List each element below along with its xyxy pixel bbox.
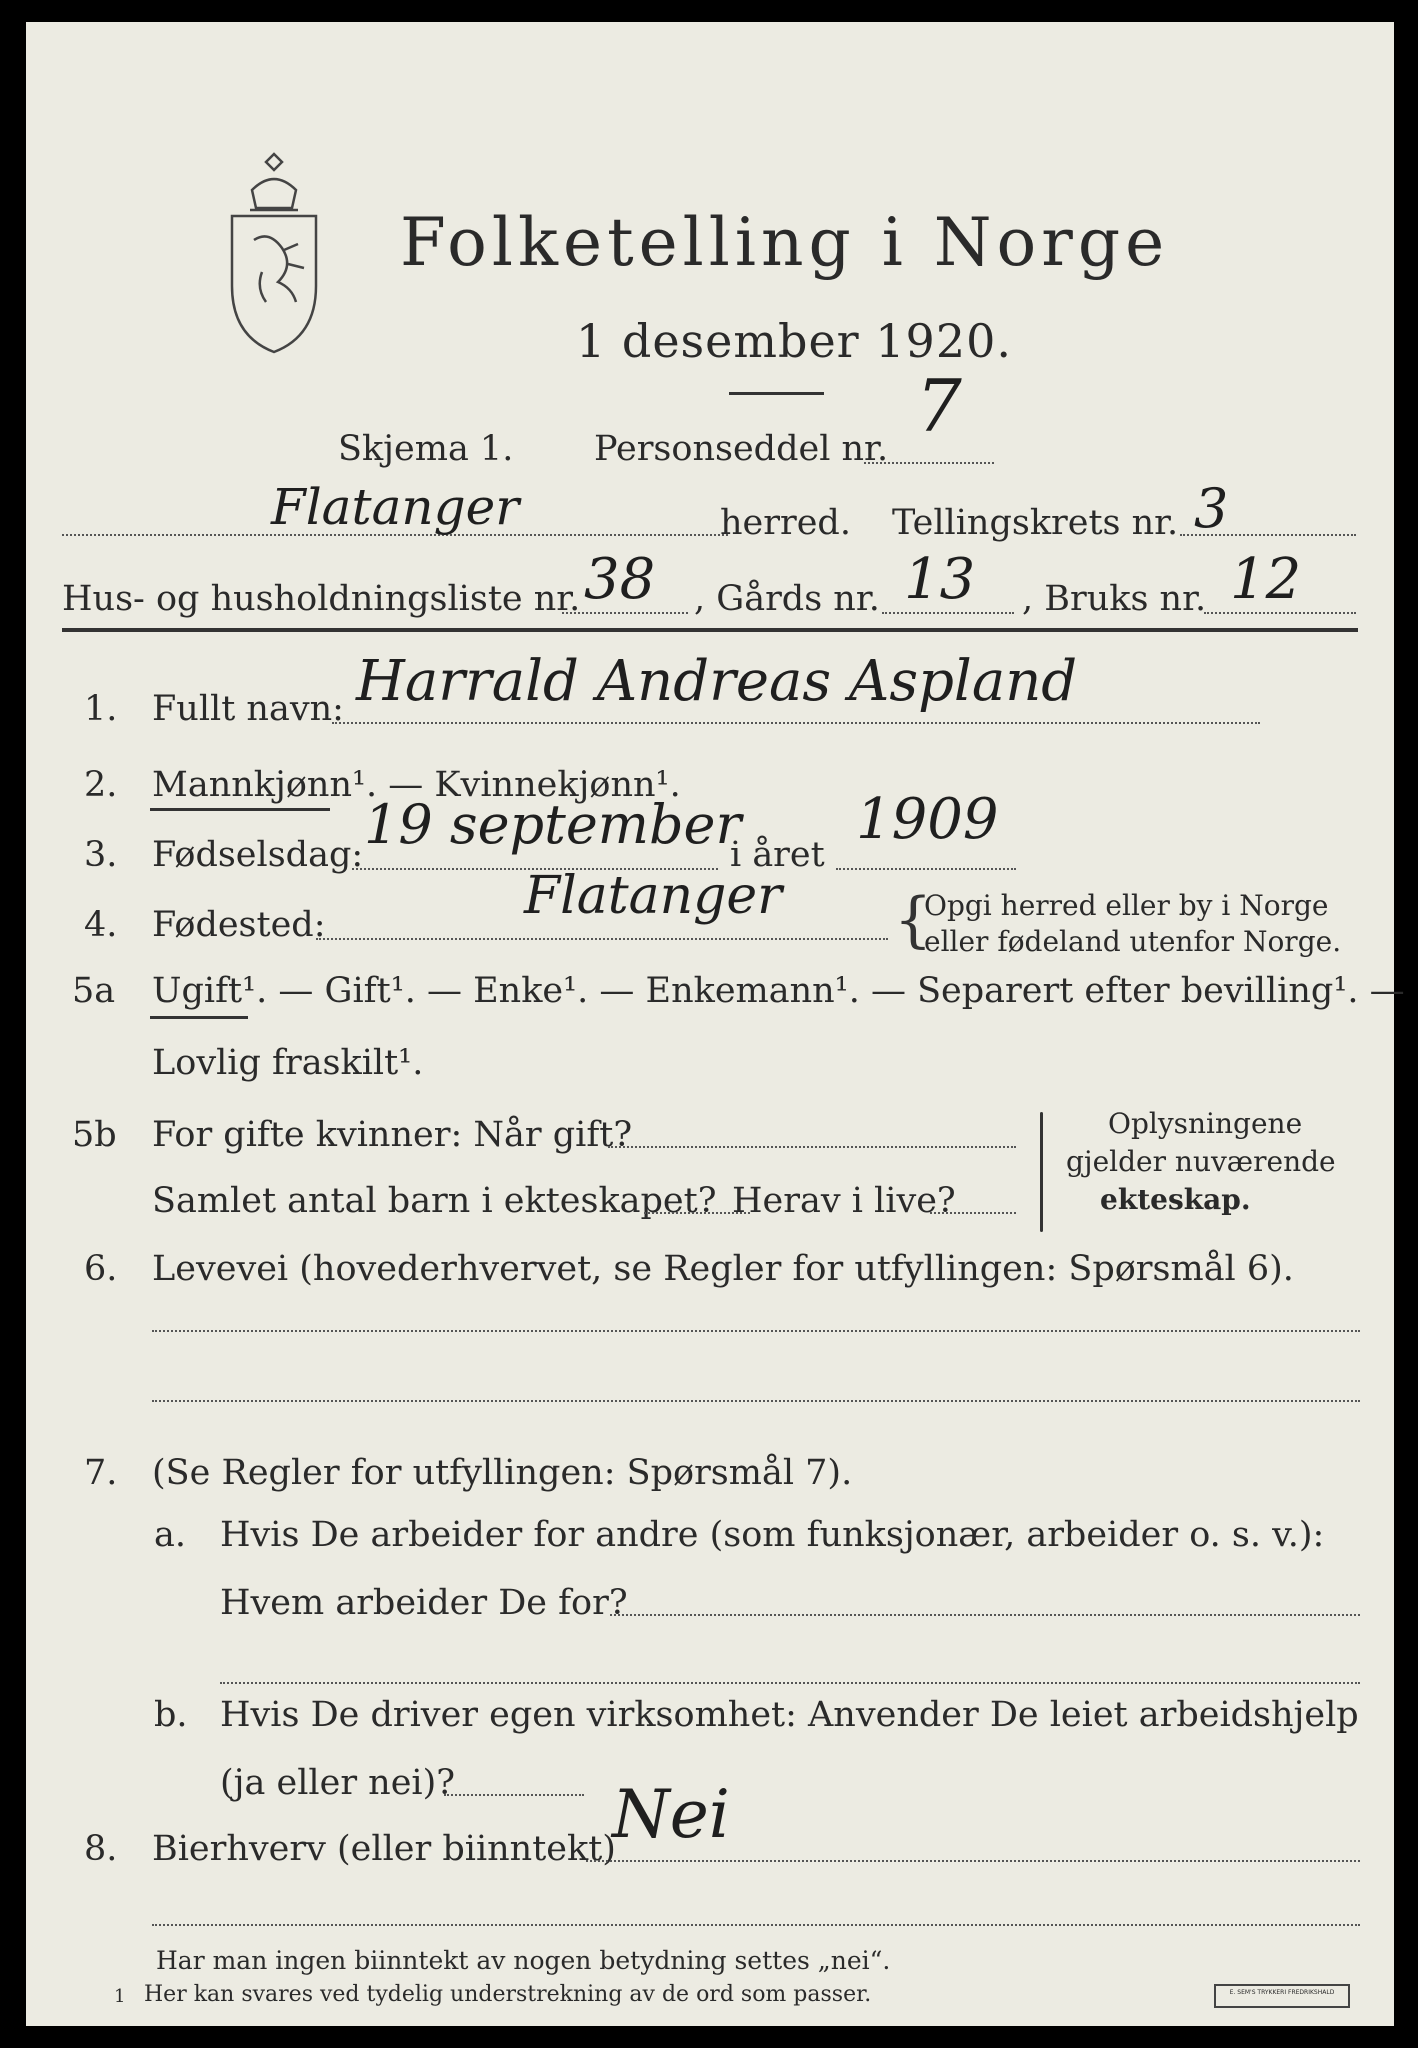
gards-value[interactable]: 13 <box>904 547 976 612</box>
full-name-value[interactable]: Harrald Andreas Aspland <box>356 649 1078 714</box>
q5b-live-line <box>930 1212 1016 1214</box>
footnote-number: 1 <box>114 1986 126 2007</box>
q1-number: 1. <box>84 689 118 729</box>
census-date: 1 desember 1920. <box>576 314 1012 368</box>
hus-label: Hus- og husholdningsliste nr. <box>62 579 581 619</box>
birthday-value[interactable]: 19 september <box>364 793 742 856</box>
q6-label: Levevei (hovederhvervet, se Regler for utfyllingen: Spørsmål 6). <box>152 1249 1294 1289</box>
q5b-line1: For gifte kvinner: Når gift? <box>152 1115 633 1155</box>
q7b-number: b. <box>154 1695 188 1735</box>
skjema-label: Skjema 1. <box>338 429 514 469</box>
census-form <box>26 22 1405 2026</box>
q4-note-line1: Opgi herred eller by i Norge <box>924 889 1329 922</box>
q3-year-line <box>836 868 1016 870</box>
hus-line <box>562 612 688 614</box>
q5a-number: 5a <box>72 971 116 1011</box>
birth-year-value[interactable]: 1909 <box>856 787 999 852</box>
footer-note: Har man ingen biinntekt av nogen betydning settes „nei“. <box>156 1946 891 1975</box>
q4-brace: { <box>894 885 933 955</box>
q1-label: Fullt navn: <box>152 689 344 729</box>
bruks-value[interactable]: 12 <box>1230 547 1302 612</box>
q7b-line <box>444 1794 584 1796</box>
bruks-label: , Bruks nr. <box>1022 579 1207 619</box>
q1-line <box>332 722 1260 724</box>
q8-label: Bierhverv (eller biinntekt) <box>152 1829 616 1869</box>
q7-label: (Se Regler for utfyllingen: Spørsmål 7). <box>152 1453 853 1493</box>
printer-stamp: E. SEM'S TRYKKERI FREDRIKSHALD <box>1214 1984 1350 2008</box>
q4-number: 4. <box>84 905 118 945</box>
q5a-line2: Lovlig fraskilt¹. <box>152 1043 424 1083</box>
hus-value[interactable]: 38 <box>584 547 656 612</box>
bruks-line <box>1204 612 1356 614</box>
q5b-line2b: Herav i live? <box>732 1181 956 1221</box>
q3-number: 3. <box>84 835 118 875</box>
q8-number: 8. <box>84 1829 118 1869</box>
q5a-line1: Ugift¹. — Gift¹. — Enke¹. — Enkemann¹. — Separert efter bevilling¹. — <box>152 971 1405 1011</box>
q5b-note-line1: Oplysningene <box>1108 1107 1303 1140</box>
gards-label: , Gårds nr. <box>694 579 880 619</box>
q2-number: 2. <box>84 765 118 805</box>
q7a-line <box>610 1614 1360 1616</box>
ugift-underline <box>150 1016 248 1019</box>
tellingskrets-label: Tellingskrets nr. <box>892 503 1179 543</box>
q4-label: Fødested: <box>152 905 326 945</box>
q5b-line2a: Samlet antal barn i ekteskapet? <box>152 1181 717 1221</box>
q5b-gift-line <box>608 1146 1016 1148</box>
q4-note-line2: eller fødeland utenfor Norge. <box>924 925 1342 958</box>
q3-year-label: i året <box>730 835 825 875</box>
tellingskrets-value[interactable]: 3 <box>1194 477 1229 540</box>
q7a-line1: Hvis De arbeider for andre (som funksjonær, arbeider o. s. v.): <box>220 1515 1325 1555</box>
personseddel-label: Personseddel nr. <box>594 429 889 469</box>
bierhverv-value[interactable]: Nei <box>612 1776 730 1853</box>
q7b-line2: (ja eller nei)? <box>220 1763 456 1803</box>
q7a-line2: Hvem arbeider De for? <box>220 1583 628 1623</box>
personseddel-value[interactable]: 7 <box>916 364 962 448</box>
q4-line <box>316 938 888 940</box>
q7a-number: a. <box>154 1515 186 1555</box>
gards-line <box>882 612 1014 614</box>
title-divider <box>729 392 824 395</box>
q3-label: Fødselsdag: <box>152 835 364 875</box>
q7a-extra-line <box>220 1682 1360 1684</box>
form-title: Folketelling i Norge <box>400 204 1170 281</box>
q8-line <box>586 1860 1360 1862</box>
q5b-note-line3: ekteskap. <box>1100 1183 1251 1216</box>
q5b-number: 5b <box>72 1115 117 1155</box>
personseddel-line <box>864 462 994 464</box>
mannkjonn-underline <box>150 808 330 811</box>
q7b-line1: Hvis De driver egen virksomhet: Anvender De leiet arbeidshjelp <box>220 1695 1359 1735</box>
q8-extra-line <box>152 1924 1360 1926</box>
q7-number: 7. <box>84 1453 118 1493</box>
q6-line2 <box>152 1400 1360 1402</box>
q6-line1 <box>152 1330 1360 1332</box>
herred-label: herred. <box>720 503 851 543</box>
norwegian-coat-of-arms-icon <box>224 150 324 380</box>
q5b-note-line2: gjelder nuværende <box>1066 1145 1336 1178</box>
q6-number: 6. <box>84 1249 118 1289</box>
q2-label: Mannkjønn¹. — Kvinnekjønn¹. <box>152 765 681 805</box>
header-rule <box>62 628 1358 632</box>
q5b-bracket <box>1040 1112 1043 1232</box>
birthplace-value[interactable]: Flatanger <box>524 866 783 926</box>
herred-value[interactable]: Flatanger <box>271 478 520 536</box>
footnote-text: Her kan svares ved tydelig understrekning av de ord som passer. <box>144 1982 872 2007</box>
